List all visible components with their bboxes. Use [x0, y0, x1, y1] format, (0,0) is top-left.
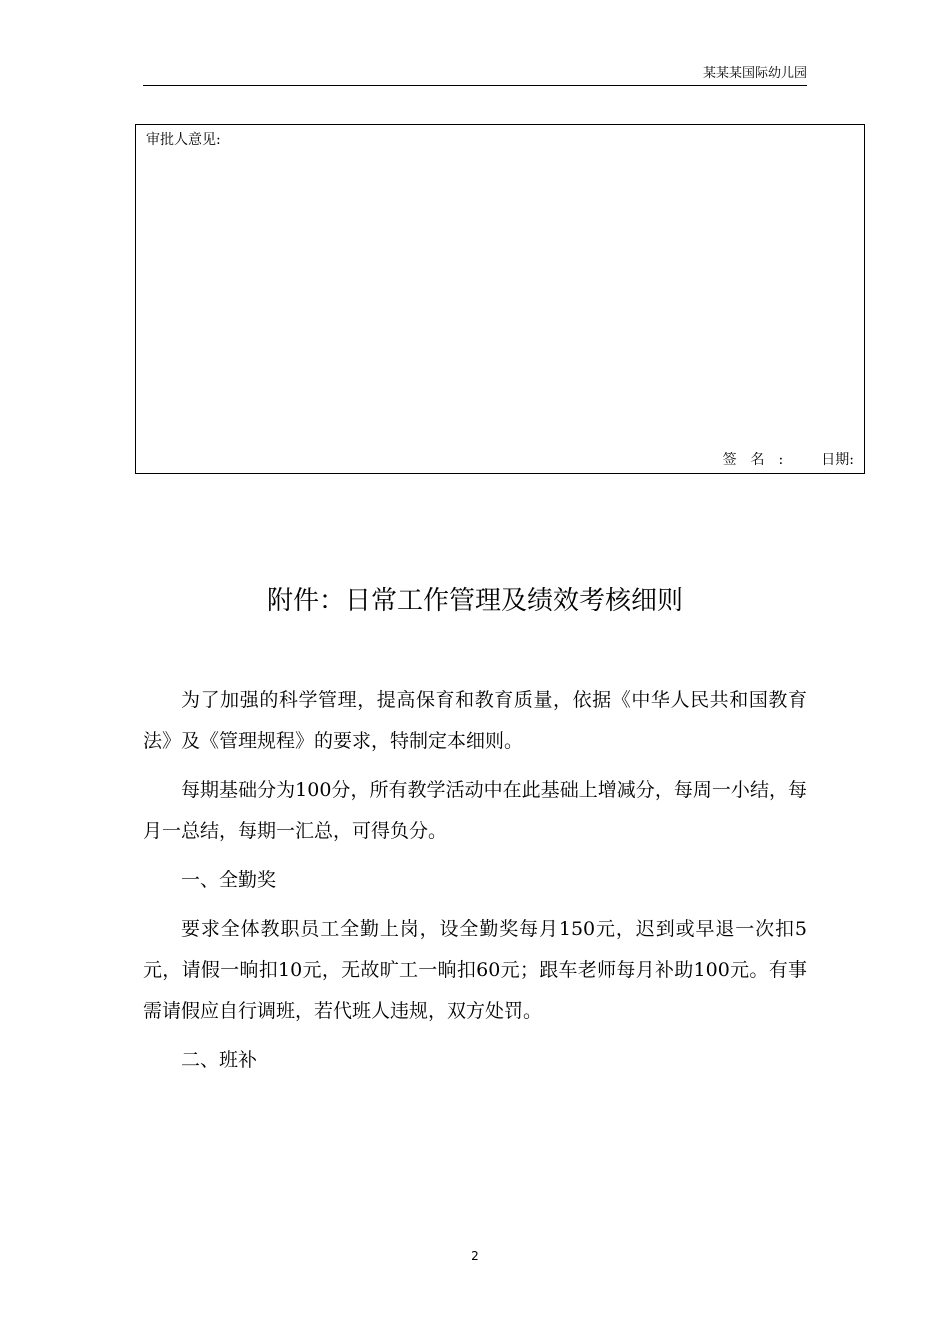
signature-row	[723, 451, 854, 469]
paragraph-attendance: 要求全体教职员工全勤上岗，设全勤奖每月150元，迟到或早退一次扣5元，请假一晌扣10元，无故旷工一晌扣60元；跟车老师每月补助100元。有事需请假应自行调班，若代班人违规，双方处罚。	[143, 918, 807, 1022]
approval-opinion-box	[135, 124, 865, 474]
header-org-name: 某某某国际幼儿园	[702, 66, 807, 81]
document-body	[143, 680, 807, 1089]
approval-opinion-label: 审批人意见:	[146, 132, 221, 148]
section-heading-attendance: 一、全勤奖	[181, 869, 277, 891]
page-number: 2	[471, 1249, 479, 1263]
signature-label: 签名:	[722, 452, 798, 468]
section-heading-class-subsidy: 二、班补	[181, 1049, 258, 1071]
document-title: 附件：日常工作管理及绩效考核细则	[266, 586, 683, 616]
header-divider	[143, 85, 807, 86]
paragraph-intro: 为了加强的科学管理，提高保育和教育质量，依据《中华人民共和国教育法》及《管理规程》的要求，特制定本细则。	[143, 689, 807, 752]
paragraph-base-score: 每期基础分为100分，所有教学活动中在此基础上增减分，每周一小结，每月一总结，每期一汇总，可得负分。	[143, 779, 807, 842]
date-label: 日期:	[821, 452, 854, 468]
